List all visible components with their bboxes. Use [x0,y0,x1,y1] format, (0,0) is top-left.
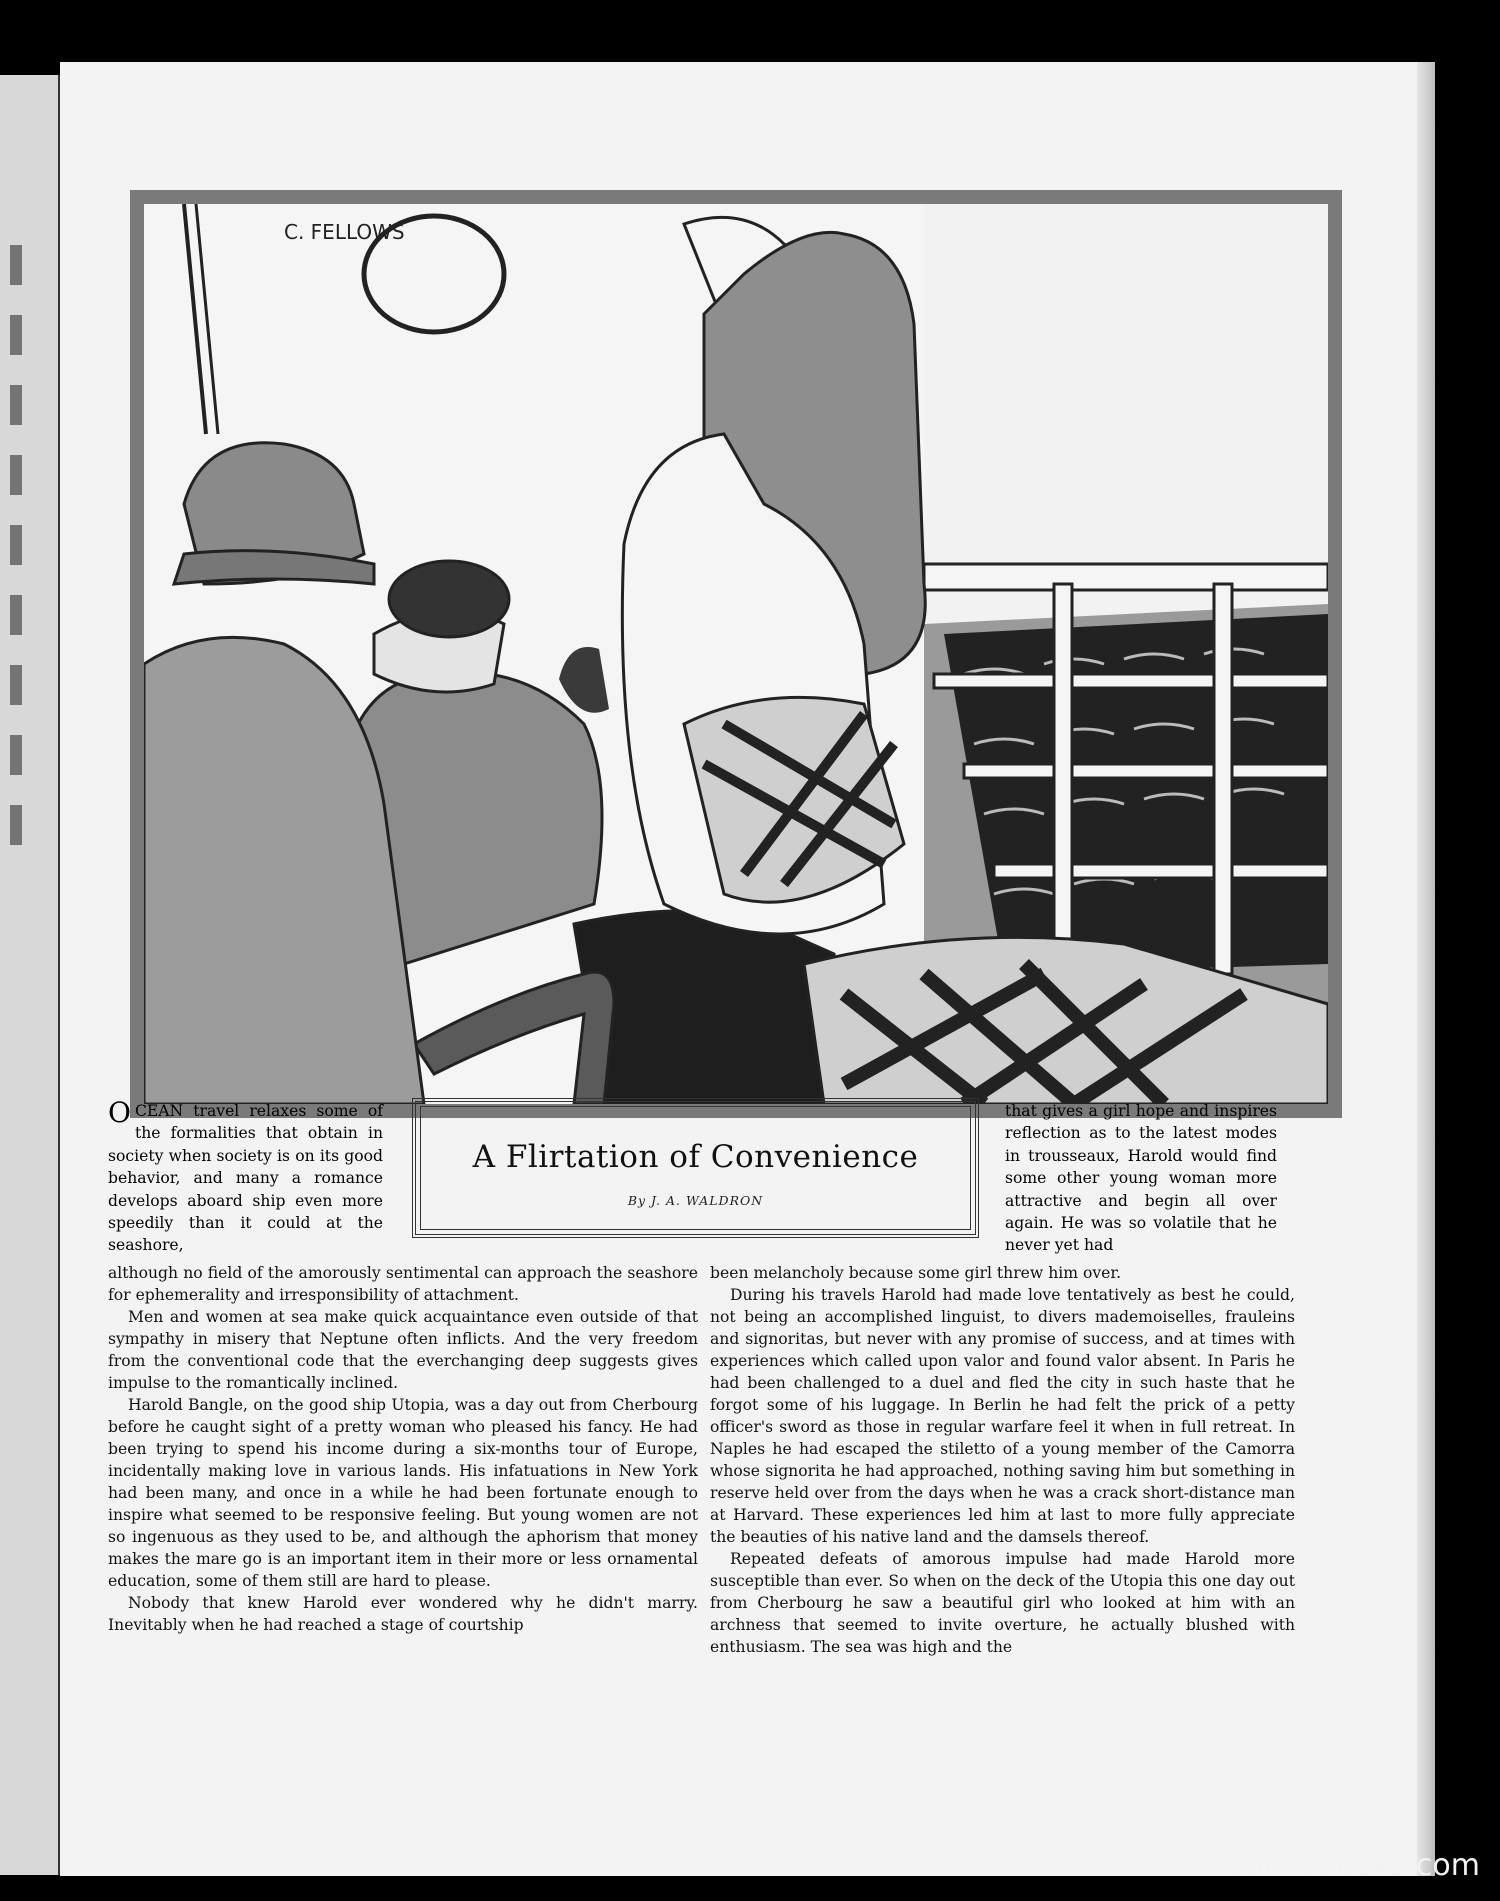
article-byline: By J. A. WALDRON [627,1193,764,1208]
lead-text: CEAN travel relaxes some of the formalities that obtain in society when society is on its good behavior, and many a romance develops aboard ship even more speedily than it could at the seashore, [108,1102,383,1255]
lead-paragraph-wrap [108,1096,383,1257]
left-column [108,1262,698,1636]
site-watermark: comicbooks.com [1228,1848,1480,1883]
artist-signature: C. FELLOWS [284,220,405,244]
paragraph: Repeated defeats of amorous impulse had made Harold more susceptible than ever. So when on the deck of the Utopia this one day out from Cherbourg he saw a beautiful girl who looked at him with an archness that seemed to invite overture, he actually blushed with enthusiasm. The sea was high and the [710,1550,1295,1656]
paragraph: Harold Bangle, on the good ship Utopia, was a day out from Cherbourg before he caught sight of a pretty woman who pleased his fancy. He had been trying to spend his income during a six-months tour of Europe, incidentally making love in various lands. His infatuations in New York had been many, and once in a while he had been fortunate enough to inspire what seemed to be responsive feeling. But young women are not so ingenuous as they used to be, and although the aphorism that money makes the mare go is an important item in their more or less ornamental education, some of them still are hard to please. [108,1396,698,1590]
paragraph: Men and women at sea make quick acquaintance even outside of that sympathy in misery that Neptune often inflicts. And the very freedom from the conventional code that the everchanging deep suggests gives impulse to the romantically inclined. [108,1308,698,1392]
paragraph: been melancholy because some girl threw him over. [710,1264,1122,1282]
page-fold [1417,62,1435,1876]
right-column [710,1262,1295,1658]
paragraph: Nobody that knew Harold ever wondered why he didn't marry. Inevitably when he had reached a stage of courtship [108,1594,698,1634]
illustration-frame [130,190,1342,1118]
ship-deck-illustration [144,204,1328,1104]
paragraph: although no field of the amorously sentimental can approach the seashore for ephemerality and irresponsibility of attachment. [108,1264,698,1304]
woman-hat [389,561,509,637]
title-box [412,1098,979,1238]
gutter-shadow [10,245,22,865]
paragraph: During his travels Harold had made love tentatively as best he could, not being an accomplished linguist, to divers mademoiselles, frauleins and signoritas, but never with any promise of success, and at times with experiences which called upon valor and found valor absent. In Paris he had been challenged to a duel and fled the city in such haste that he forgot some of his luggage. In Berlin he had felt the prick of a petty officer's sword as those in regular warfare feel it when in full retreat. In Naples he had escaped the stiletto of a young member of the Camorra whose signorita he had approached, nothing saving him but something in reserve held over from the days when he was a crack short-distance man at Harvard. These experiences led him at last to more fully appreciate the beauties of his native land and the damsels thereof. [710,1286,1295,1546]
right-column-wrap: that gives a girl hope and inspires reflection as to the latest modes in trousseaux, Harold would find some other young woman more attractive and begin all over again. He was so volatile that he never yet had [1005,1102,1277,1255]
drop-cap: O [108,1096,131,1129]
magazine-page [60,62,1435,1876]
facing-page-edge [0,75,61,1875]
article-title: A Flirtation of Convenience [472,1139,919,1175]
deck-chair [414,972,614,1104]
